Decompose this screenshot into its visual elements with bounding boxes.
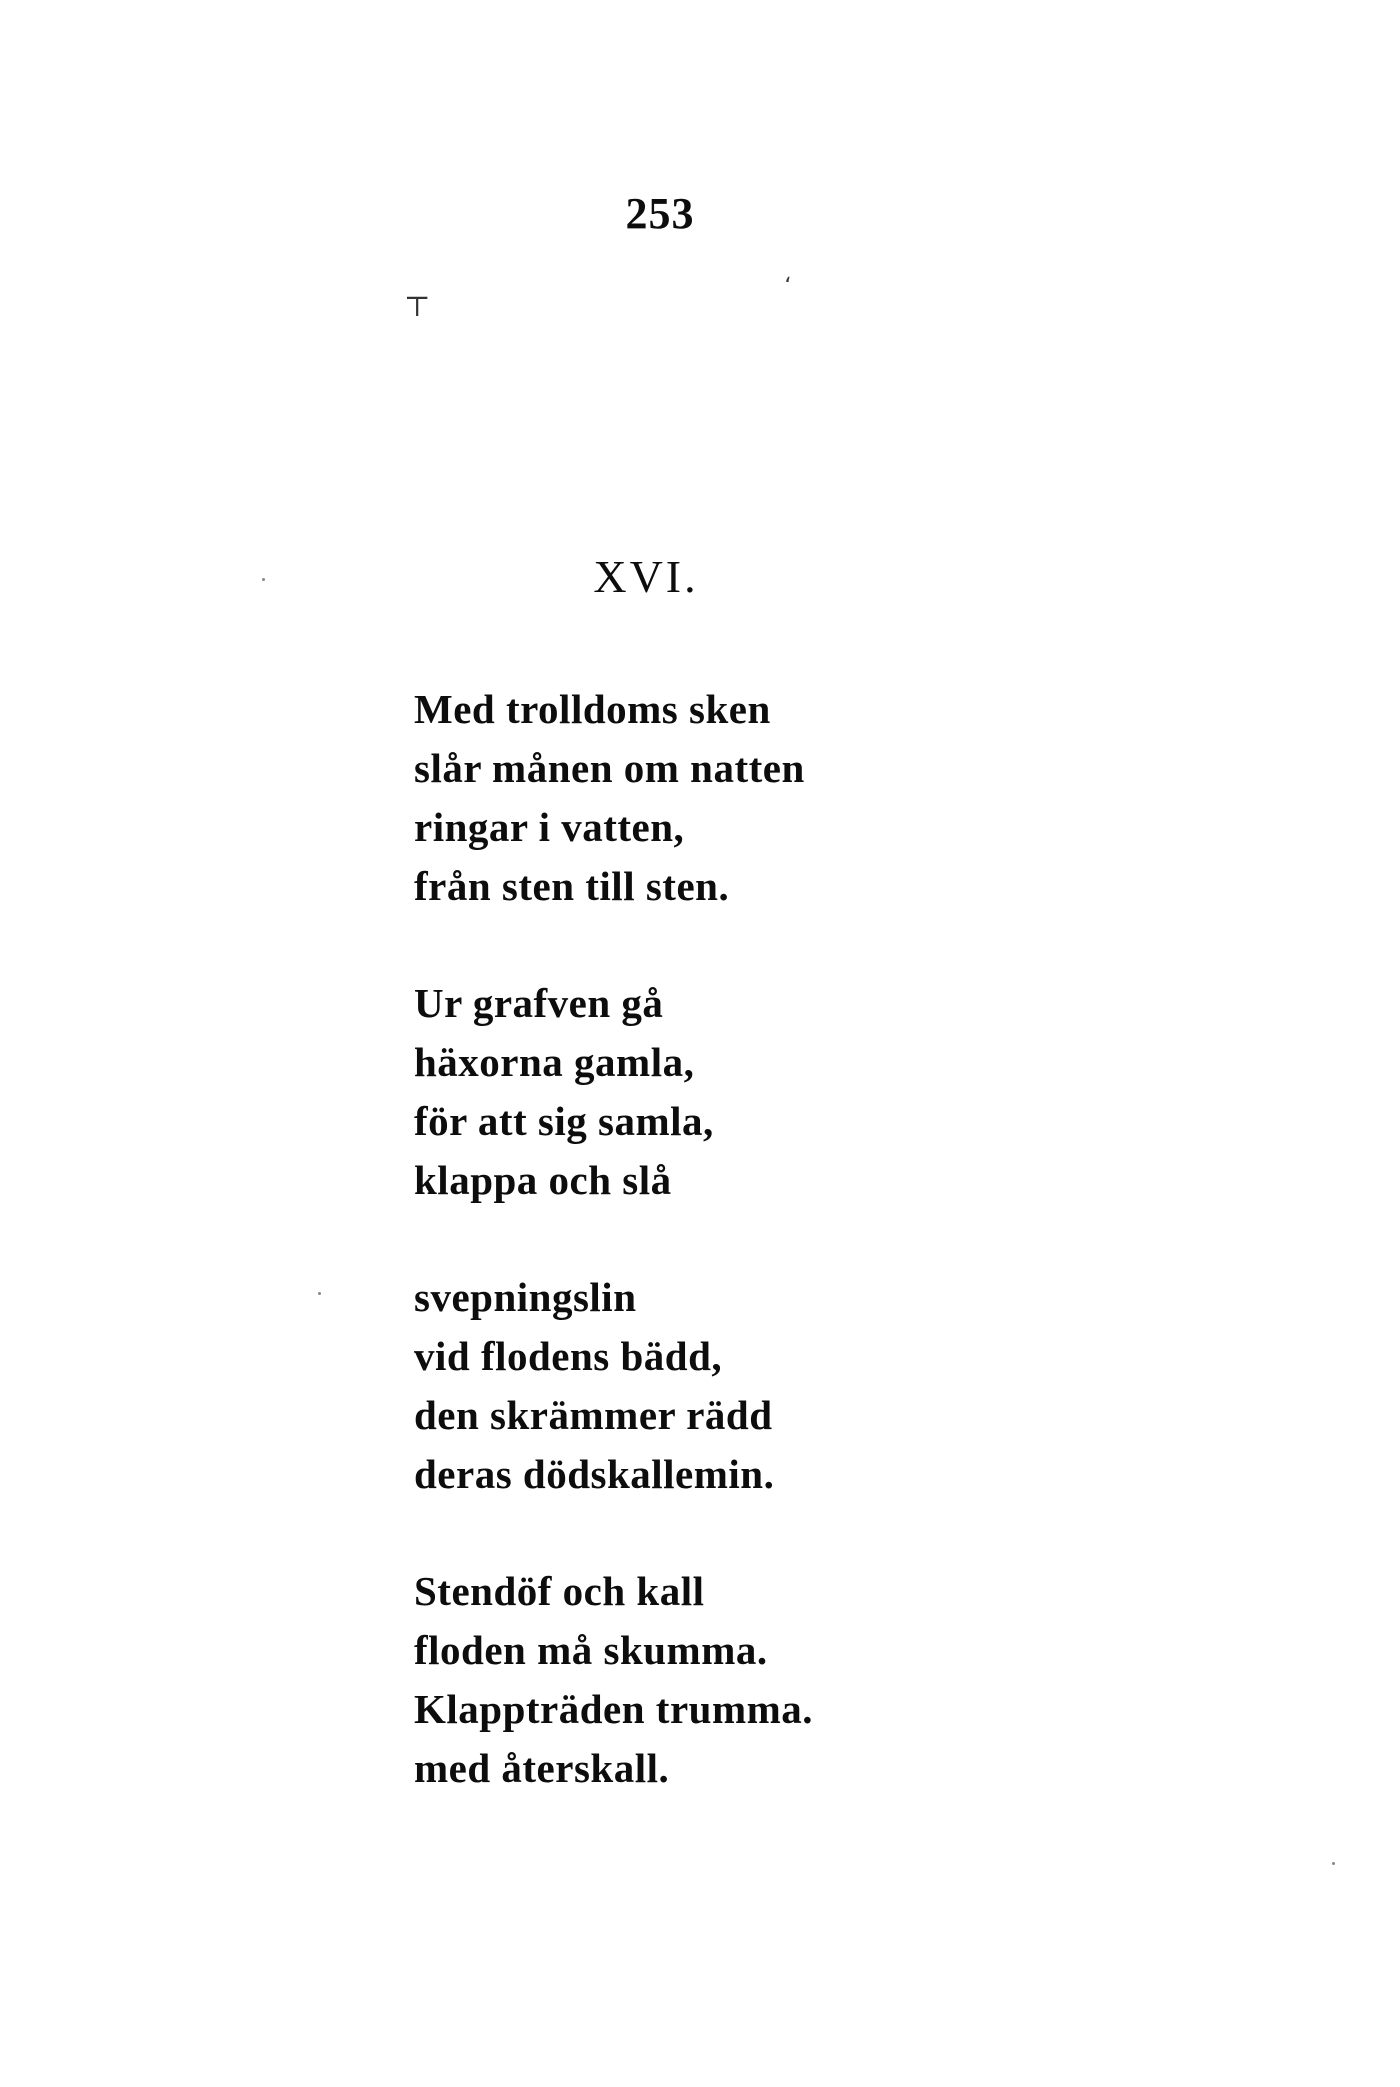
stanza	[414, 680, 813, 916]
poem-line: med återskall.	[414, 1745, 670, 1791]
poem-line: för att sig samla,	[414, 1098, 714, 1144]
poem-line: ringar i vatten,	[414, 804, 685, 850]
poem-line: Ur grafven gå	[414, 980, 664, 1026]
stanza	[414, 1562, 813, 1798]
poem-body	[414, 680, 813, 1856]
poem-line: floden må skumma.	[414, 1627, 768, 1673]
stray-mark: ⊤	[404, 292, 431, 323]
poem-line: svepningslin	[414, 1274, 637, 1320]
poem-line: Med trolldoms sken	[414, 686, 771, 732]
poem-line: slår månen om natten	[414, 745, 805, 791]
poem-line: klappa och slå	[414, 1157, 672, 1203]
poem-line: vid flodens bädd,	[414, 1333, 723, 1379]
poem-line: från sten till sten.	[414, 863, 730, 909]
poem-line: den skrämmer rädd	[414, 1392, 773, 1438]
stanza	[414, 1268, 813, 1504]
stray-mark: ،	[784, 262, 792, 287]
poem-line: Klappträden trumma.	[414, 1686, 813, 1732]
speck	[318, 1292, 321, 1295]
poem-line: Stendöf och kall	[414, 1568, 705, 1614]
stanza	[414, 974, 813, 1210]
poem-line: häxorna gamla,	[414, 1039, 695, 1085]
page-number: 253	[625, 189, 695, 238]
speck	[1332, 1862, 1335, 1865]
poem-line: deras dödskallemin.	[414, 1451, 775, 1497]
poem-title: XVI.	[593, 551, 699, 602]
